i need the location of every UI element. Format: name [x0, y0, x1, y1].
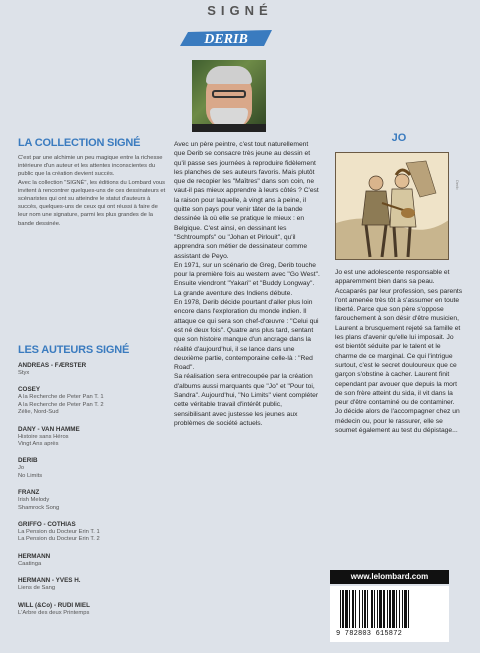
album-title-entry: Shamrock Song — [18, 504, 60, 511]
intro-paragraph: Avec la collection "SIGNÉ", les éditions du Lombard vous invitent à rencontrer quelques-uns de ces dessinateurs et scénaristes qui ont su atteindre le statut d'auteurs à succès, quelques-uns de ceux qui ont réussi à faire de leur nom une signature, parmi les plus grandes de la bande dessinée. — [18, 179, 166, 227]
collection-intro — [18, 154, 168, 228]
album-title-entry: Jo — [18, 465, 25, 472]
collection-title: LA COLLECTION SIGNÉ — [18, 137, 141, 149]
intro-paragraph: C'est par une alchimie un peu magique entre la richesse intérieure d'un auteur et les attentes inconscientes du public que la création devient succès. — [18, 155, 163, 178]
barcode-bar — [374, 590, 375, 628]
album-title-entry: Styx — [18, 370, 30, 376]
illustration-credit: Derib — [455, 180, 460, 190]
biography-paragraph: Avec un père peintre, c'est tout naturellement que Derib se consacre très jeune au dessin et qu'il passe ses journées à reproduire fidèlement les planches de ses auteurs favoris. Mais plutôt que de recopier les "Maîtres" dans son coin, ne vaut-il pas mieux apprendre à leurs côtés ? C'est la raison pour laquelle, à vingt ans à peine, il quitte son pays pour venir tâter de la bande dessinée là où elle se pratique le mieux : en Belgique. C'est ainsi, en dessinant les "Schtroumpfs" ou "Johan et Pirlouit", qu'il apprendra son métier de dessinateur comme assistant de Peyo. — [174, 141, 319, 260]
author-photo — [192, 60, 266, 132]
album-title-entry: La Pension du Docteur Erin T. 2 — [18, 536, 100, 543]
derib-signature-logo — [176, 26, 276, 52]
barcode-bar — [342, 590, 344, 628]
album-title-entry: La Pension du Docteur Erin T. 1 — [18, 529, 100, 536]
biography-paragraph: En 1971, sur un scénario de Greg, Derib touche pour la première fois au western avec "Go West". Ensuite viendront "Yakari" et "Buddy Longway". La grande aventure des Indiens débute. — [174, 261, 320, 297]
author-name: WILL (&Co) - RUDI MIEL — [18, 601, 90, 609]
album-title-entry: Irish Melody — [18, 497, 50, 504]
barcode-bar — [352, 590, 354, 628]
barcode-bar — [408, 590, 409, 628]
author-name: HERMANN - YVES H. — [18, 577, 81, 585]
author-name: HERMANN — [18, 552, 51, 560]
album-title-entry: A la Recherche de Peter Pan T. 2 — [18, 401, 104, 408]
barcode-bar — [355, 590, 356, 628]
barcode — [338, 590, 442, 630]
publisher-url[interactable]: www.lelombard.com — [330, 570, 449, 584]
barcode-bar — [402, 590, 403, 628]
illustration-figures — [336, 153, 449, 260]
barcode-bar — [396, 590, 397, 628]
authors-list — [18, 362, 168, 626]
authors-title: LES AUTEURS SIGNÉ — [18, 344, 130, 356]
barcode-bar — [349, 590, 350, 628]
album-title-entry: L'Arbre des deux Printemps — [18, 609, 90, 616]
biography-paragraph: En 1978, Derib décide pourtant d'aller plus loin encore dans l'exploration du monde indien. Il attaque ce qui sera son chef-d'œuvre : "Celui qui est né deux fois". Quatre ans plus tard, sentant que son histoire manque d'un ancrage dans la réalité d'aujourd'hui, il se lance dans une deuxième partie, contemporaine celle-là : "Red Road". — [174, 299, 319, 372]
barcode-bar — [383, 590, 385, 628]
barcode-bar — [362, 590, 363, 628]
barcode-bar — [371, 590, 373, 628]
svg-text:DERIB: DERIB — [204, 32, 248, 47]
author-entry — [18, 386, 168, 416]
biography-paragraph: Sa réalisation sera entrecoupée par la création d'albums aussi marquants que "Jo" et "Pour toi, Sandra". Aujourd'hui, "No Limits" vient compléter cette véritable travail d'intérêt public, sensibilisant avec justesse les jeunes aux problèmes de société actuels. — [174, 373, 319, 427]
author-entry — [18, 602, 168, 617]
album-title-entry: A la Recherche de Peter Pan T. 1 — [18, 394, 104, 401]
author-name: DERIB — [18, 457, 38, 465]
barcode-bar — [379, 590, 382, 628]
barcode-bar — [392, 590, 395, 628]
album-illustration — [335, 152, 449, 260]
album-title-entry: No Limits — [18, 472, 43, 479]
author-name: ANDREAS - FÆRSTER — [18, 362, 87, 369]
barcode-box — [330, 586, 449, 642]
author-entry — [18, 553, 168, 568]
summary-paragraph: Jo est une adolescente responsable et apparemment bien dans sa peau. Accaparés par leur profession, ses parents l'ont amenée très tôt à s'assumer en toute liberté. Parce que son père s'oppose farouchement à son désir d'être musicien, Laurent a brusquement rejeté sa famille et les plans d'avenir qu'elle lui imposait. Jo est bientôt séduite par le talent et le charme de ce marginal. Ce qui l'intrigue surtout, c'est le secret douloureux que ce garçon s'obstine à cacher. Laurent finit cependant par avouer que depuis la mort de son frère atteint du sida, il vit dans la peur d'être contaminé ou de contaminer. Jo décide alors de l'accompagner chez un médecin ou, pour le rassurer, elle se soumet également au test du dépistage... — [335, 269, 463, 435]
author-name: GRIFFO - COTHIAS — [18, 521, 76, 529]
author-name: FRANZ — [18, 489, 40, 497]
biography — [174, 140, 320, 428]
album-title-entry: Vingt Ans après — [18, 441, 59, 448]
series-name: SIGNÉ — [207, 3, 273, 18]
barcode-bar — [389, 590, 391, 628]
album-title-entry: Histoire sans Héros — [18, 433, 69, 440]
album-title-entry: Zélie, Nord-Sud — [18, 409, 59, 416]
barcode-bar — [364, 590, 366, 628]
album-summary — [335, 268, 463, 435]
author-hair — [206, 66, 252, 84]
author-name: DANY - VAN HAMME — [18, 425, 80, 433]
barcode-bar — [340, 590, 341, 628]
author-entry — [18, 362, 168, 377]
barcode-bar — [367, 590, 368, 628]
author-entry — [18, 489, 168, 512]
author-entry — [18, 426, 168, 449]
author-entry — [18, 457, 168, 480]
album-title-entry: Caatinga — [18, 560, 42, 567]
album-title: JO — [391, 132, 407, 144]
ean-number: 9 782803 615872 — [336, 630, 403, 638]
author-shirt — [192, 124, 266, 132]
barcode-bar — [404, 590, 407, 628]
album-title-entry: Liens de Sang — [18, 585, 56, 592]
author-name: COSEY — [18, 386, 41, 394]
barcode-bar — [359, 590, 360, 628]
author-glasses — [212, 90, 246, 98]
barcode-bar — [387, 590, 388, 628]
barcode-bar — [399, 590, 400, 628]
barcode-bar — [345, 590, 348, 628]
author-entry — [18, 577, 168, 592]
barcode-bar — [377, 590, 378, 628]
author-entry — [18, 521, 168, 544]
